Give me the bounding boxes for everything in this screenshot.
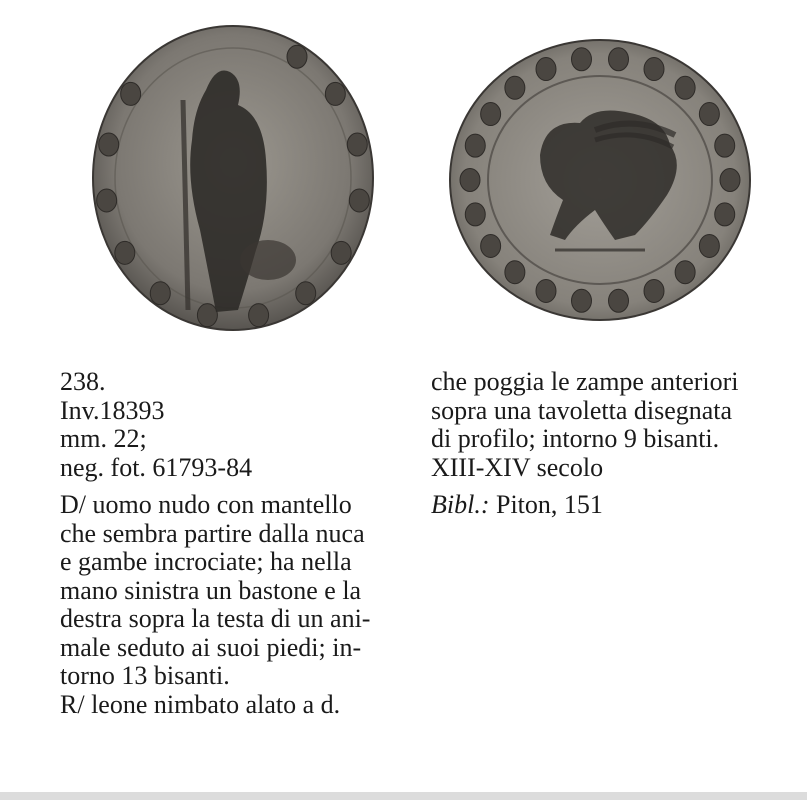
bead [675,76,695,99]
coin-reverse-image [445,35,755,325]
date-line: XIII-XIV secolo [431,452,604,482]
bibliography-label: Bibl.: [431,490,490,519]
description-line: R/ leone nimbato alato a d. [60,689,341,719]
page-bottom-rule [0,792,807,800]
bead [720,169,740,192]
bead [121,82,141,105]
bead [325,82,345,105]
bead [481,103,501,126]
coin-size: mm. 22; [60,424,147,453]
bead [481,234,501,257]
bead [571,289,591,312]
description-line: che poggia le zampe anteriori [431,367,739,396]
bead [296,282,316,305]
description-line: male seduto ai suoi piedi; in- [60,632,362,662]
bibliography [431,491,803,520]
bead [699,103,719,126]
bead [609,289,629,312]
bead [347,133,367,156]
bead [644,58,664,81]
description-line: destra sopra la testa di un ani- [60,604,371,633]
bead [197,304,217,327]
description-line: e gambe incrociate; ha nella [60,547,352,576]
bead [150,282,170,305]
bead [349,189,369,212]
bead [505,261,525,284]
bead [249,304,269,327]
description-line: mano sinistra un bastone e la [60,575,362,605]
coin-obverse-image [88,20,378,335]
bead [536,58,556,81]
bead [287,45,307,68]
bead [715,203,735,226]
bead [536,279,556,302]
bead [115,241,135,264]
bead [675,261,695,284]
description-line: che sembra partire dalla nuca [60,518,365,548]
bibliography-ref: Piton, 151 [489,490,603,519]
catalog-text-right [431,368,803,520]
catalog-number: 238. [60,367,106,396]
inventory-number: Inv.18393 [60,395,165,425]
bead [465,134,485,157]
description-line: sopra una tavoletta disegnata [431,395,733,425]
bead [97,189,117,212]
photo-negative: neg. fot. 61793-84 [60,452,253,482]
description-line: di profilo; intorno 9 bisanti. [431,424,720,453]
bead [571,48,591,71]
bead [460,169,480,192]
description-line: torno 13 bisanti. [60,661,230,690]
bead [331,241,351,264]
bead [465,203,485,226]
catalog-text-left [60,368,430,719]
bead [505,76,525,99]
bead [99,133,119,156]
bead [609,48,629,71]
bead [644,279,664,302]
bead [699,234,719,257]
description-line: D/ uomo nudo con mantello [60,490,352,519]
bead [715,134,735,157]
